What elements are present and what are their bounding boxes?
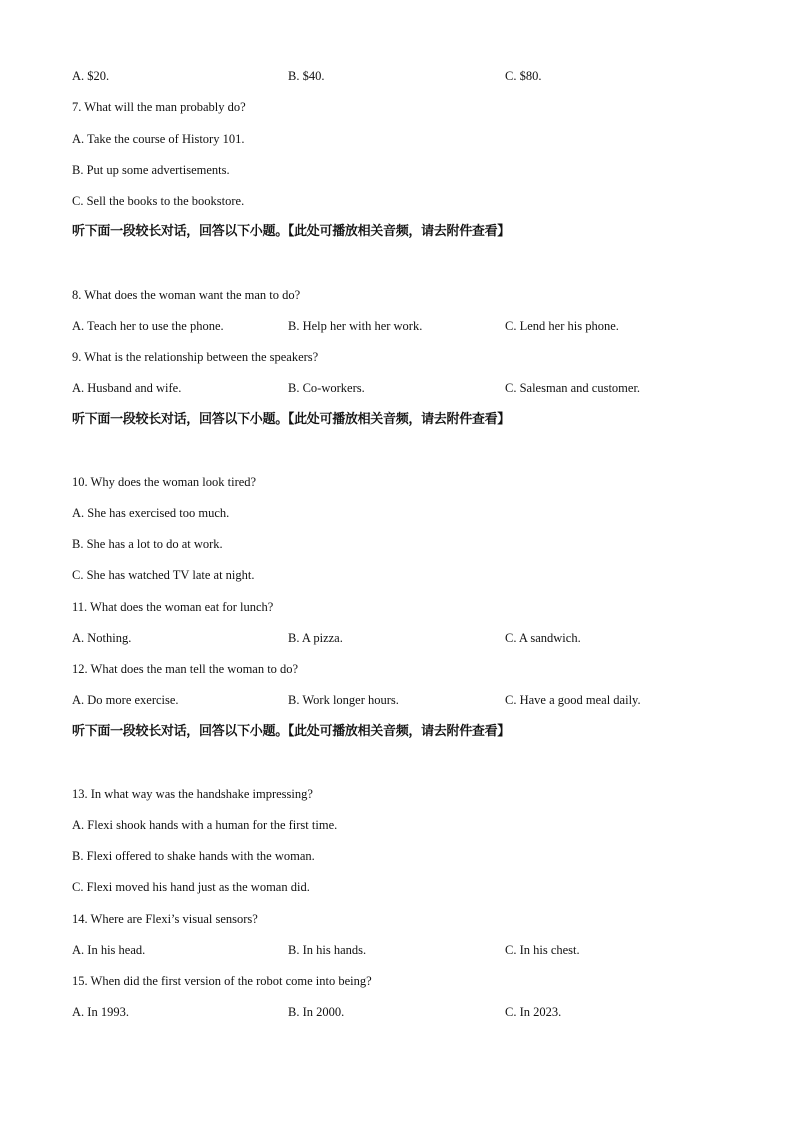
q14-option-c: C. In his chest. — [505, 943, 580, 957]
q7-option-b: B. Put up some advertisements. — [72, 163, 230, 177]
q10-option-a: A. She has exercised too much. — [72, 506, 230, 520]
q6-option-a: A. $20. — [72, 69, 110, 83]
q8-question: 8. What does the woman want the man to do? — [72, 288, 301, 302]
listening-instruction-2: 听下面一段较长对话，回答以下小题。【此处可播放相关音频，请去附件查看】 — [72, 412, 511, 427]
listening-instruction-1: 听下面一段较长对话，回答以下小题。【此处可播放相关音频，请去附件查看】 — [72, 224, 511, 239]
q10-option-c: C. She has watched TV late at night. — [72, 568, 255, 582]
q10-question: 10. Why does the woman look tired? — [72, 475, 257, 489]
listening-instruction-3: 听下面一段较长对话，回答以下小题。【此处可播放相关音频，请去附件查看】 — [72, 724, 511, 739]
q12-option-b: B. Work longer hours. — [288, 693, 399, 707]
q15-option-c: C. In 2023. — [505, 1005, 562, 1019]
q8-option-a: A. Teach her to use the phone. — [72, 319, 224, 333]
q11-option-c: C. A sandwich. — [505, 631, 581, 645]
q9-option-a: A. Husband and wife. — [72, 381, 182, 395]
q11-question: 11. What does the woman eat for lunch? — [72, 600, 274, 614]
q14-question: 14. Where are Flexi’s visual sensors? — [72, 912, 258, 926]
q13-question: 13. In what way was the handshake impressing? — [72, 787, 313, 801]
q7-option-a: A. Take the course of History 101. — [72, 132, 245, 146]
q12-question: 12. What does the man tell the woman to do? — [72, 662, 299, 676]
q15-question: 15. When did the first version of the robot come into being? — [72, 974, 372, 988]
q11-option-b: B. A pizza. — [288, 631, 343, 645]
q9-option-b: B. Co-workers. — [288, 381, 365, 395]
q9-question: 9. What is the relationship between the speakers? — [72, 350, 319, 364]
q12-option-a: A. Do more exercise. — [72, 693, 179, 707]
q6-option-c: C. $80. — [505, 69, 542, 83]
q10-option-b: B. She has a lot to do at work. — [72, 537, 223, 551]
q14-option-b: B. In his hands. — [288, 943, 367, 957]
q9-option-c: C. Salesman and customer. — [505, 381, 641, 395]
q8-option-c: C. Lend her his phone. — [505, 319, 619, 333]
q7-question: 7. What will the man probably do? — [72, 100, 246, 114]
q6-option-b: B. $40. — [288, 69, 325, 83]
q8-option-b: B. Help her with her work. — [288, 319, 423, 333]
q13-option-b: B. Flexi offered to shake hands with the woman. — [72, 849, 315, 863]
q15-option-a: A. In 1993. — [72, 1005, 129, 1019]
q14-option-a: A. In his head. — [72, 943, 146, 957]
q15-option-b: B. In 2000. — [288, 1005, 345, 1019]
q13-option-c: C. Flexi moved his hand just as the woman did. — [72, 880, 310, 894]
q13-option-a: A. Flexi shook hands with a human for the first time. — [72, 818, 338, 832]
q7-option-c: C. Sell the books to the bookstore. — [72, 194, 245, 208]
q11-option-a: A. Nothing. — [72, 631, 132, 645]
q12-option-c: C. Have a good meal daily. — [505, 693, 641, 707]
